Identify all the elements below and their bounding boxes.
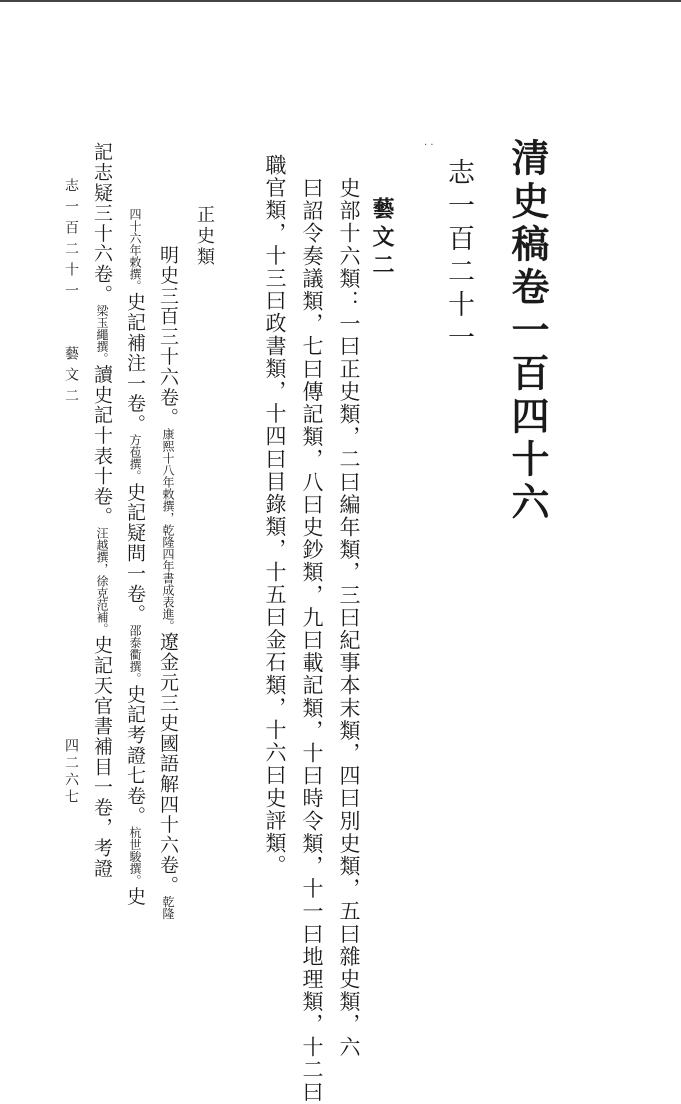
intro-line-1: 史部十六類：一曰正史類，二曰編年類，三曰紀事本末類，四曰別史類，五曰雜史類，六 bbox=[337, 177, 361, 1059]
stray-marks: · · bbox=[424, 140, 434, 151]
entry-title: 史記天官書補目一卷，考證 bbox=[91, 634, 113, 879]
entry-title: 明史三百三十六卷。 bbox=[157, 245, 179, 428]
entry-annotation: 康熙十八年敕撰，乾隆四年書成表進。 bbox=[161, 427, 175, 632]
volume-title: 清史稿卷一百四十六 bbox=[505, 138, 550, 525]
intro-line-2: 曰詔令奏議類，七曰傳記類，八曰史鈔類，九曰載記類，十曰時令類，十一曰地理類，十二曰 bbox=[300, 177, 324, 1104]
entry-title: 讀史記十表十卷。 bbox=[91, 364, 113, 527]
entry-annotation: 汪越撰，徐克范補。 bbox=[95, 526, 109, 635]
entry-title: 史記疑問一卷。 bbox=[124, 482, 146, 625]
entry-column-2 bbox=[125, 208, 144, 907]
entry-column-1 bbox=[158, 245, 177, 920]
entry-annotation: 杭世駿撰。 bbox=[128, 826, 142, 887]
entry-column-3 bbox=[92, 142, 111, 878]
entry-annotation: 乾隆 bbox=[161, 895, 175, 920]
page-number: 四二六七 bbox=[63, 738, 79, 806]
entry-title: 遼金元三史國語解四十六卷。 bbox=[157, 631, 179, 896]
chapter-heading: 志一百二十一 bbox=[443, 158, 474, 356]
intro-line-3: 職官類，十三曰政書類，十四曰目錄類，十五曰金石類，十六曰史評類。 bbox=[263, 154, 287, 878]
section-heading: 藝文二 bbox=[369, 197, 395, 281]
category-heading: 正史類 bbox=[194, 205, 215, 268]
entry-annotation: 梁玉繩撰。 bbox=[95, 304, 109, 365]
entry-title: 史記考證七卷。 bbox=[124, 684, 146, 827]
entry-title: 史記補注一卷。 bbox=[124, 292, 146, 435]
entry-annotation: 四十六年敕撰。 bbox=[128, 208, 142, 292]
entry-annotation: 方苞撰。 bbox=[128, 434, 142, 483]
entry-title: 記志疑三十六卷。 bbox=[91, 142, 113, 305]
entry-annotation: 邵泰衢撰。 bbox=[128, 624, 142, 685]
entry-title: 史 bbox=[124, 886, 146, 907]
running-footer: 志一百二十一 藝文二 bbox=[63, 178, 79, 409]
top-border-line bbox=[0, 0, 681, 2]
